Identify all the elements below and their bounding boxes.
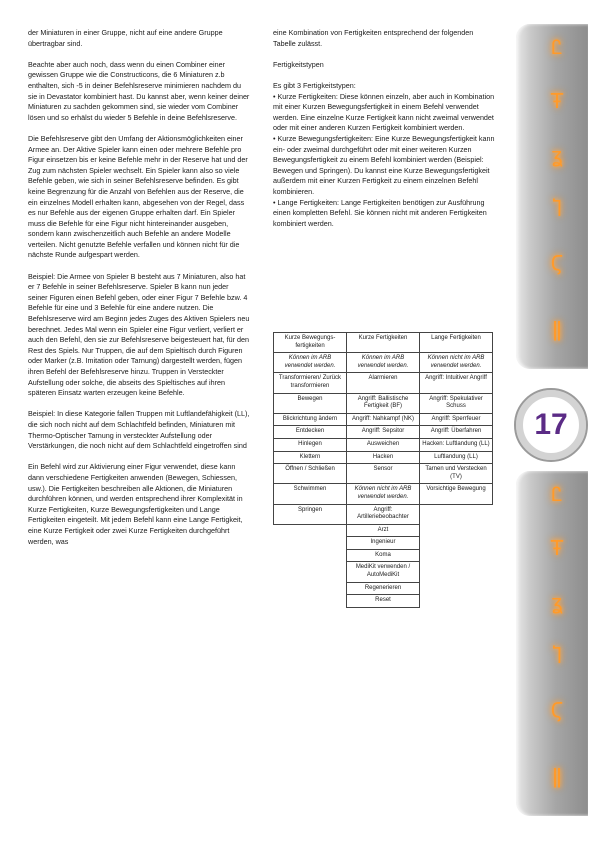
table-cell: Können im ARB verwendet werden.: [274, 353, 347, 373]
table-cell: Klettern: [274, 451, 347, 464]
decorative-side-tab-top: [516, 24, 588, 369]
table-cell: [420, 504, 493, 524]
list-item: • Kurze Fertigkeiten: Diese können einzeln, aber auch in Kombination mit einer Kurzen Bewegungsfertigkeit in einem Befehl verwendet werden. Eine einzelne Kurze Fertigkeit kann nicht zweimal verwendet oder mit einer anderen Kurzen Fertigkeit kombiniert werden.: [273, 91, 495, 133]
table-header: Lange Fertigkeiten: [420, 333, 493, 353]
table-cell: Können nicht im ARB verwendet werden.: [347, 484, 420, 504]
table-cell: Regenerieren: [347, 582, 420, 595]
section-heading: Fertigkeitstypen: [273, 59, 324, 69]
table-cell: Tarnen und Verstecken (TV): [420, 464, 493, 484]
right-column: [273, 28, 495, 229]
left-column: [28, 28, 250, 558]
table-cell: Vorsichtige Bewegung: [420, 484, 493, 504]
table-row: [274, 595, 493, 608]
table-row: [274, 438, 493, 451]
table-cell: Arzt: [347, 524, 420, 537]
paragraph: Beispiel: Die Armee von Spieler B besteht aus 7 Miniaturen, also hat er 7 Befehle in seiner Befehlsreserve. Spieler B kann nun jeder seiner Figuren einen Befehl geben, oder einer Figur 7 Befehle bzw. 4 Befehle für eine und 3 Befehle für eine andere nutzen. Die Befehlsreserve wird am Beginn jedes Zuges des Aktiven Spielers neu berechnet. Jedes Mal wenn ein Spieler eine Figur verliert, verliert er auch den Befehl, den sie zur Befehlsreserve beigesteuert hat, für den Rest des Spiels. Nur Truppen, die auf dem Spieltisch durch Figuren oder Marker (z.B. Imitation oder Tarnung) dargestellt werden, fügen ihren Befehl der Befehlsreserve hinzu. Truppen in Versteckter Aufstellung oder solche, die abseits des Spieltisches auf ihren späteren Einsatz warten erzeugen keine Befehle.: [28, 271, 250, 398]
skills-table-wrapper: [273, 332, 493, 608]
table-row: [274, 484, 493, 504]
table-cell: [420, 537, 493, 550]
table-cell: [274, 537, 347, 550]
paragraph: Beachte aber auch noch, dass wenn du einen Combiner einer gewissen Gruppe wie die Constructicons, die 6 Miniaturen z.b enthalten, sich -5 in deiner Befehlsreserve minimieren nachdem du sie in Devastator kombiniert hast. Du kannst aber, wenn keiner deiner Miniaturen zu sachden gekommen sind, sie wieder vom Combiner lösen und so erhälst du wieder 5 Befehle in deine Befehlsreserve.: [28, 59, 250, 122]
table-row: [274, 353, 493, 373]
table-header: Kurze Bewegungs-fertigkeiten: [274, 333, 347, 353]
table-cell: Angriff: Ballistische Fertigkeit (BF): [347, 393, 420, 413]
glyph-3-icon: ʓ: [551, 590, 563, 614]
table-cell: Hacken: Luftlandung (LL): [420, 438, 493, 451]
table-row: [274, 426, 493, 439]
glyph-6-icon: ǁ: [552, 764, 562, 788]
glyph-3-icon: ʓ: [551, 143, 563, 167]
table-row: [274, 549, 493, 562]
table-cell: Transformieren/ Zurück transformieren: [274, 373, 347, 393]
page-number: 17: [534, 408, 568, 441]
table-row: [274, 373, 493, 393]
paragraph: Die Befehlsreserve gibt den Umfang der Aktionsmöglichkeiten einer Armee an. Der Aktive Spieler kann einen oder mehrere Befehle pro Figur einsetzen bis er keine Befehle mehr in der Reserve hat und der Zug zum nächsten Spieler wechselt. Ein Spieler kann also so viele Befehle geben, wie sich in seiner Befehlsreserve befinden. Es gibt keine Begrenzung für die Anzahl von Befehlen aus der Reserve, die ein einzelnes Modell erhalten kann, abgesehen von der Regel, dass es nur Befehle aus der eigenen Gruppe erhalten darf. Ein Spieler muss die Befehle für eine Figur nicht hintereinander ausgeben, sondern kann zwischenzeitlich auch Befehle an andere Modelle verteilen. Nicht genutzte Befehle verfallen und können nicht für die nächste Runde aufgespart werden.: [28, 133, 248, 260]
list-item: • Lange Fertigkeiten: Lange Fertigkeiten benötigen zur Ausführung einen kompletten Befehl. Sie können nicht mit anderen Fertigkeiten kombiniert werden.: [273, 197, 487, 228]
paragraph: Ein Befehl wird zur Aktivierung einer Figur verwendet, diese kann dann verschiedene Fertigkeiten anwenden (Bewegen, Schiessen, usw.). Die Fertigkeiten beschreiben alle Aktionen, die Miniaturen durchführen können, und werden entsprechend ihrer Komplexität in Kurze Fertigkeiten, Kurze Bewegungsfertigkeiten und Lange Fertigkeiten eingeteilt. Mit jedem Befehl kann eine Lange Fertigkeit, eine Kurze Fertigkeit oder zwei Kurze Fertigkeiten durchgeführt werden, was: [28, 462, 243, 546]
table-row: [274, 582, 493, 595]
table-row: [274, 504, 493, 524]
table-cell: Können im ARB verwendet werden.: [347, 353, 420, 373]
table-row: [274, 451, 493, 464]
table-cell: Angriff: Sperrfeuer: [420, 413, 493, 426]
table-cell: Hinlegen: [274, 438, 347, 451]
glyph-4-icon: Ⴈ: [552, 197, 562, 221]
skills-table: [273, 332, 493, 608]
glyph-1-icon: Ꮭ: [551, 35, 563, 59]
table-cell: Angriff: Spekulativer Schuss: [420, 393, 493, 413]
table-cell: Blickrichtung ändern: [274, 413, 347, 426]
table-cell: Angriff: Nahkampf (NK): [347, 413, 420, 426]
table-cell: Ingenieur: [347, 537, 420, 550]
table-cell: Luftlandung (LL): [420, 451, 493, 464]
table-cell: Koma: [347, 549, 420, 562]
glyph-5-icon: Ϛ: [550, 251, 564, 275]
table-row: [274, 524, 493, 537]
table-cell: Bewegen: [274, 393, 347, 413]
table-row: [274, 562, 493, 582]
table-cell: [274, 582, 347, 595]
table-cell: [274, 562, 347, 582]
table-header-row: [274, 333, 493, 353]
paragraph: Beispiel: In diese Kategorie fallen Truppen mit Luftlandefähigkeit (LL), die sich noch nicht auf dem Schlachtfeld befinden, Miniaturen mit Thermo-Optischer Tarnung in versteckter Aufstellung oder Verstärkungen, die noch nicht auf dem Schlachtfeld eingetroffen sind: [28, 409, 250, 451]
glyph-2-icon: Ŧ: [550, 536, 564, 560]
table-cell: [420, 595, 493, 608]
table-cell: [274, 524, 347, 537]
table-row: [274, 464, 493, 484]
paragraph: der Miniaturen in einer Gruppe, nicht auf eine andere Gruppe übertragbar sind.: [28, 28, 223, 48]
table-cell: Angriff: Sepsitor: [347, 426, 420, 439]
table-cell: Schwimmen: [274, 484, 347, 504]
page-number-badge: [516, 390, 586, 460]
table-cell: Entdecken: [274, 426, 347, 439]
list-item: • Kurze Bewegungsfertigkeiten: Eine Kurze Bewegungsfertigkeit kann ein- oder zweimal durchgeführt oder mit einer weiteren Kurzen Bewegungsfertigkeit zu einem Befehl kombiniert werden (Beispiel: Bewegen und Springen). Du kannst eine Kurze Bewegungsfertigkeit außerdem mit einer Kurzen Fertigkeit zu einem einzelnen Befehl kombinieren.: [273, 133, 495, 196]
paragraph: eine Kombination von Fertigkeiten entsprechend der folgenden Tabelle zulässt.: [273, 28, 474, 48]
table-row: [274, 393, 493, 413]
skill-types-list: [273, 81, 495, 229]
table-cell: Angriff: Artilleriebeobachter: [347, 504, 420, 524]
table-row: [274, 537, 493, 550]
table-cell: [420, 562, 493, 582]
table-cell: [420, 524, 493, 537]
table-cell: Ausweichen: [347, 438, 420, 451]
table-cell: Hacken: [347, 451, 420, 464]
table-cell: Sensor: [347, 464, 420, 484]
glyph-5-icon: Ϛ: [550, 698, 564, 722]
glyph-1-icon: Ꮭ: [551, 482, 563, 506]
glyph-4-icon: Ⴈ: [552, 644, 562, 668]
table-cell: Können nicht im ARB verwendet werden.: [420, 353, 493, 373]
table-cell: Angriff: Überfahren: [420, 426, 493, 439]
table-cell: [420, 549, 493, 562]
glyph-6-icon: ǁ: [552, 317, 562, 341]
table-cell: Alarmieren: [347, 373, 420, 393]
table-cell: [420, 582, 493, 595]
table-cell: Angriff: Intuitiver Angriff: [420, 373, 493, 393]
glyph-2-icon: Ŧ: [550, 89, 564, 113]
table-header: Kurze Fertigkeiten: [347, 333, 420, 353]
table-cell: Reset: [347, 595, 420, 608]
table-cell: [274, 549, 347, 562]
list-item: Es gibt 3 Fertigkeitstypen:: [273, 80, 356, 90]
table-cell: [274, 595, 347, 608]
table-cell: MediKit verwenden / AutoMediKit: [347, 562, 420, 582]
table-cell: Öffnen / Schließen: [274, 464, 347, 484]
table-cell: Springen: [274, 504, 347, 524]
table-row: [274, 413, 493, 426]
decorative-side-tab-bottom: [516, 471, 588, 816]
